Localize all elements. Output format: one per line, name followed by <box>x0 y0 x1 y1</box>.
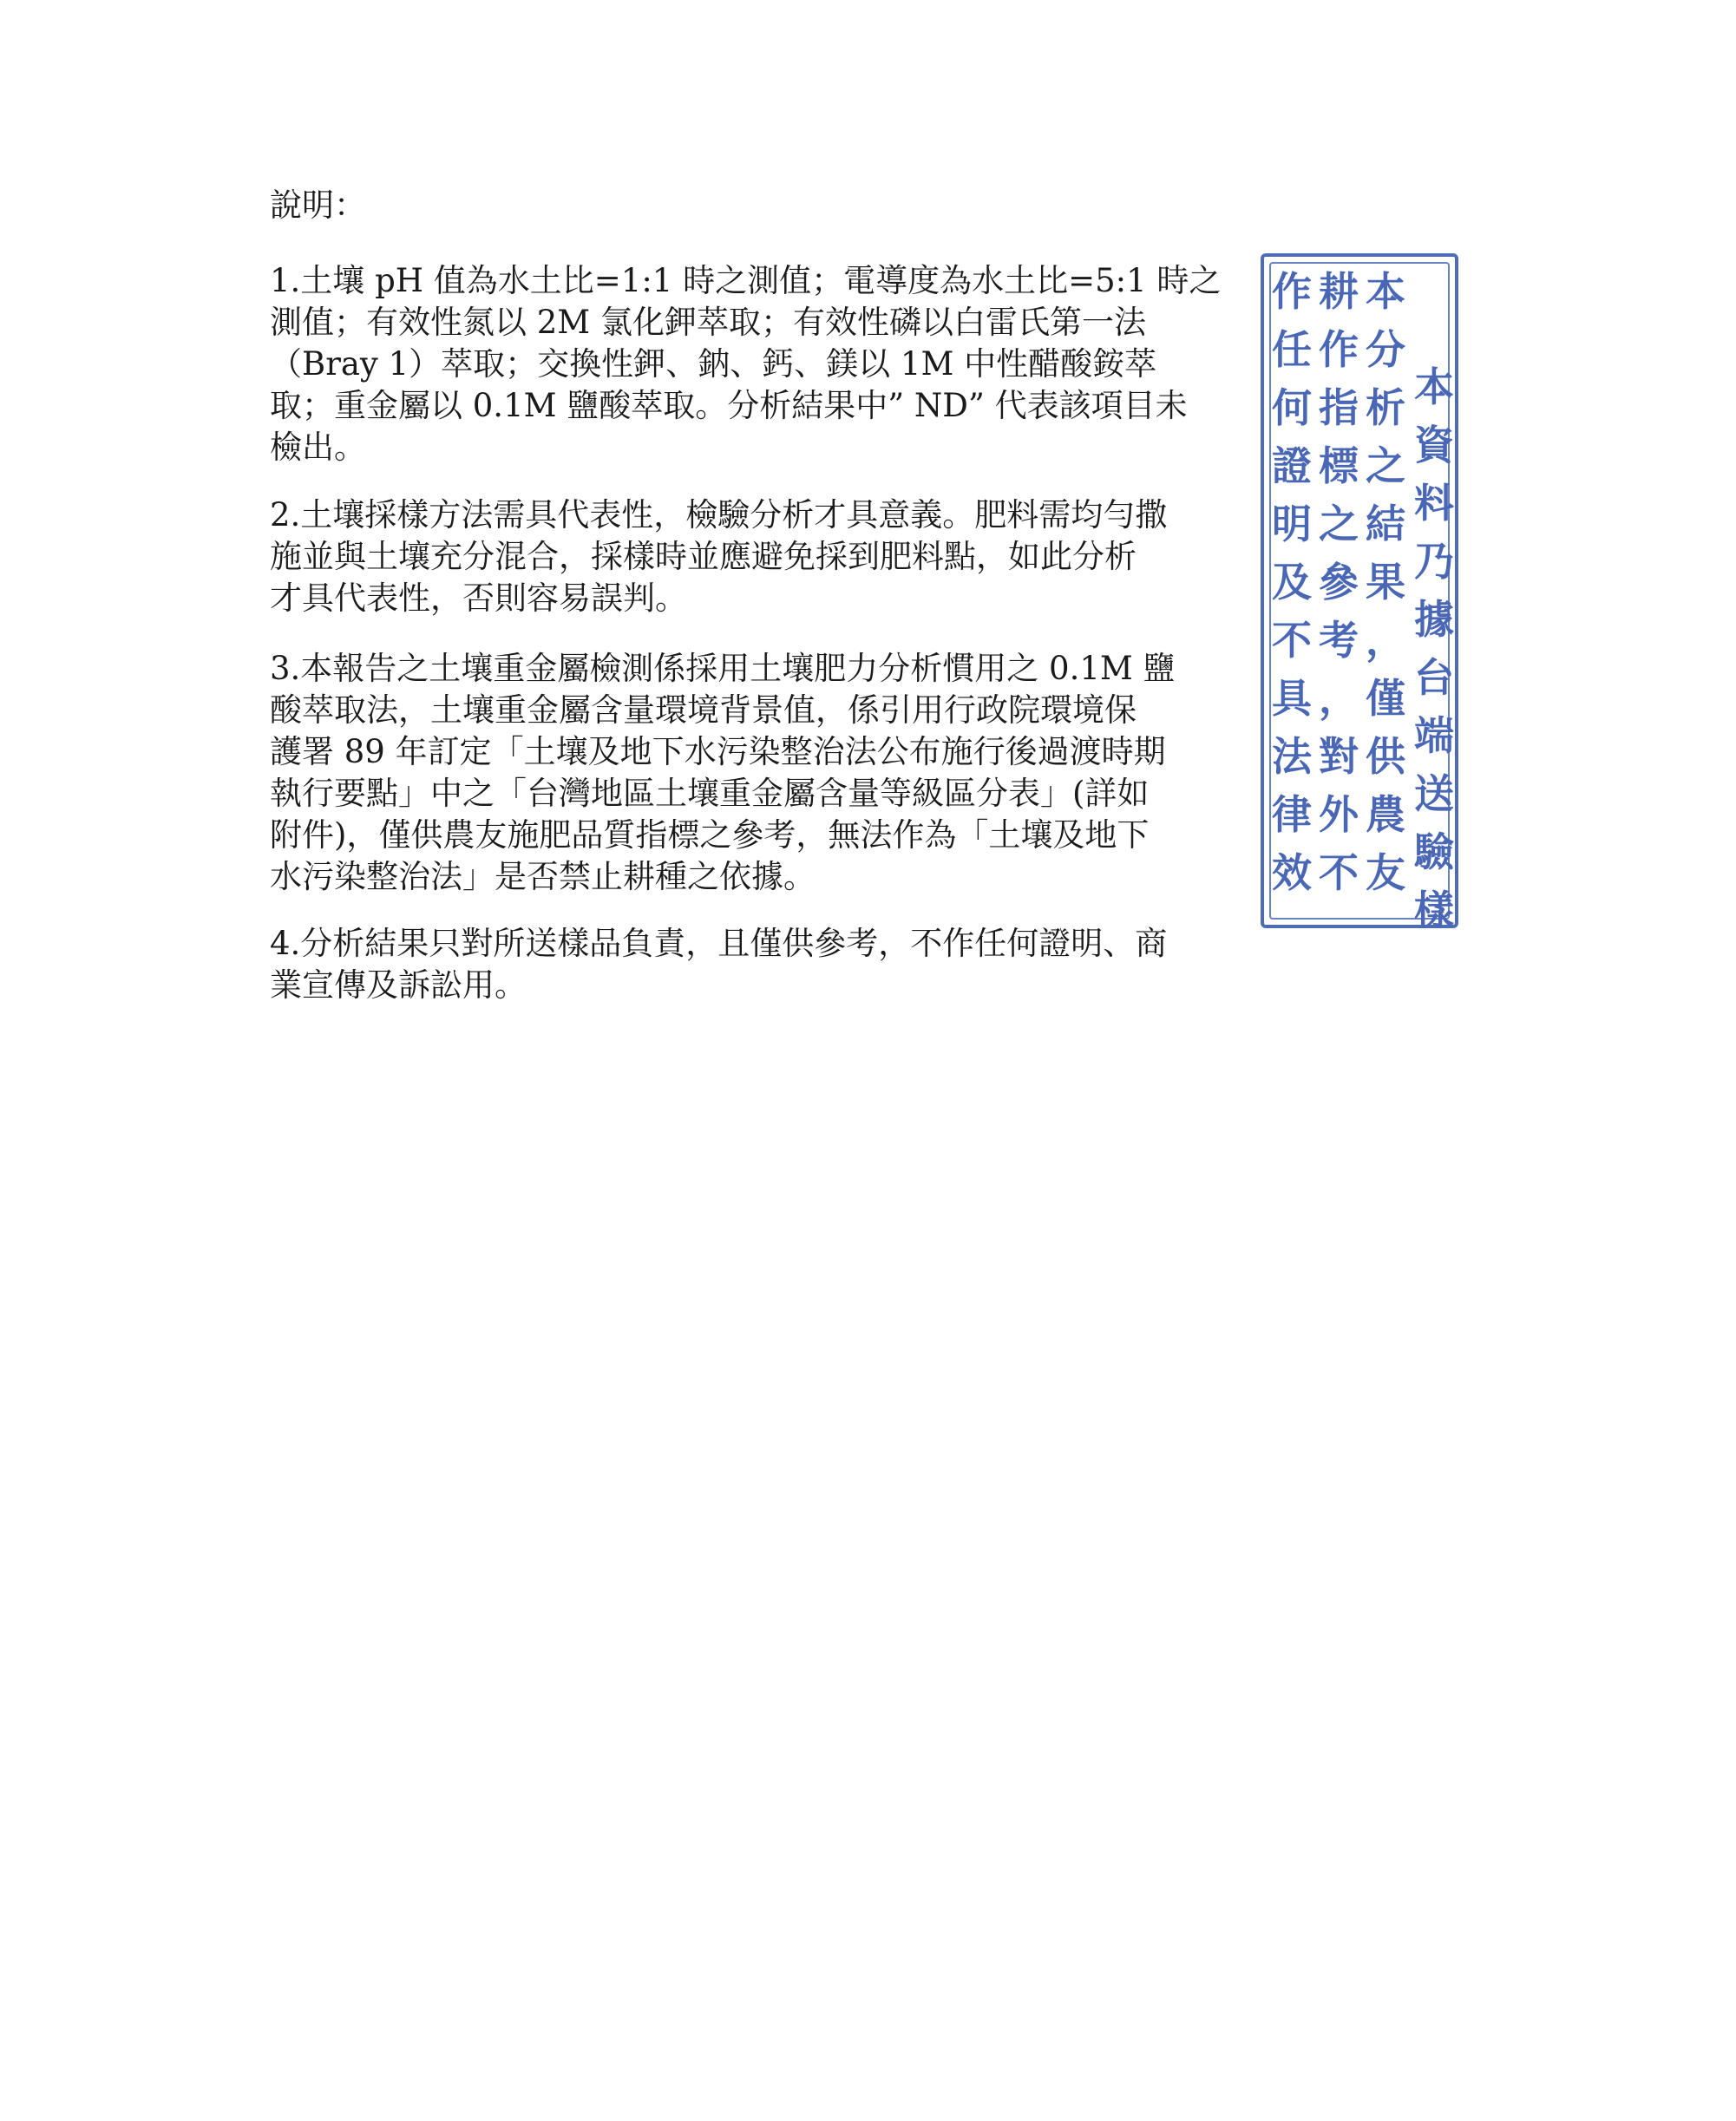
stamp-char: 驗 <box>1414 828 1454 875</box>
stamp-char: 外 <box>1319 791 1359 838</box>
stamp-char: 明 <box>1272 501 1312 547</box>
stamp-char: 資 <box>1414 422 1454 468</box>
note-line: 4.分析結果只對所送樣品負責，且僅供參考，不作任何證明、商 <box>270 925 1168 962</box>
stamp-char: 乃 <box>1414 538 1454 585</box>
stamp-char: 之 <box>1366 442 1405 489</box>
stamp-char: 律 <box>1272 791 1312 838</box>
stamp-char: 考 <box>1319 617 1359 664</box>
stamp-char: 料 <box>1414 480 1454 527</box>
note-line: 1.土壤 pH 值為水土比=1:1 時之測值；電導度為水土比=5:1 時之 <box>270 262 1222 299</box>
stamp-text-graphic <box>1264 257 1462 932</box>
note-paragraph-3 <box>270 648 1255 898</box>
stamp-char: 何 <box>1272 384 1312 431</box>
stamp-char: ， <box>1319 675 1359 722</box>
note-line: 檢出。 <box>270 429 366 466</box>
stamp-char: 友 <box>1366 849 1405 896</box>
notes-heading: 說明： <box>270 187 366 224</box>
stamp-char: 農 <box>1366 791 1405 838</box>
note-line: 酸萃取法，土壤重金屬含量環境背景值，係引用行政院環境保 <box>270 691 1137 729</box>
stamp-char: 作 <box>1319 326 1359 373</box>
stamp-char: 端 <box>1414 712 1454 759</box>
stamp-char: 耕 <box>1319 268 1359 315</box>
note-line: 施並與土壤充分混合，採樣時並應避免採到肥料點，如此分析 <box>270 538 1137 575</box>
note-line: 才具代表性，否則容易誤判。 <box>270 579 687 617</box>
stamp-char: 法 <box>1272 733 1312 780</box>
stamp-char: 析 <box>1366 384 1405 431</box>
note-paragraph-2 <box>270 494 1255 619</box>
stamp-char: 之 <box>1319 501 1359 547</box>
note-line: 3.本報告之土壤重金屬檢測係採用土壤肥力分析慣用之 0.1M 鹽 <box>270 650 1176 687</box>
note-line: 護署 89 年訂定「土壤及地下水污染整治法公布施行後過渡時期 <box>270 733 1166 770</box>
stamp-char: 標 <box>1319 442 1359 489</box>
stamp-char: 不 <box>1319 849 1359 896</box>
stamp-char: 僅 <box>1366 675 1405 722</box>
stamp-char: 效 <box>1272 849 1312 896</box>
stamp-char: 不 <box>1272 617 1312 664</box>
stamp-char: 及 <box>1272 559 1312 606</box>
stamp-char: 分 <box>1366 326 1405 373</box>
stamp-char: 作 <box>1272 268 1312 315</box>
stamp-char: 參 <box>1319 559 1359 606</box>
stamp-char: 果 <box>1366 559 1405 606</box>
stamp-char: 據 <box>1414 596 1454 643</box>
note-line: 執行要點」中之「台灣地區土壤重金屬含量等級區分表」(詳如 <box>270 775 1150 812</box>
stamp-char: 台 <box>1414 654 1454 701</box>
stamp-char: 本 <box>1366 268 1405 315</box>
stamp-char: 對 <box>1319 733 1359 780</box>
stamp-char: 具 <box>1272 675 1312 722</box>
note-paragraph-4 <box>270 923 1255 1006</box>
stamp-char: 供 <box>1366 733 1405 780</box>
stamp-char: 證 <box>1272 442 1312 489</box>
note-line: （Bray 1）萃取；交換性鉀、鈉、鈣、鎂以 1M 中性醋酸銨萃 <box>270 345 1157 383</box>
stamp-char: 送 <box>1414 770 1454 817</box>
note-line: 取；重金屬以 0.1M 鹽酸萃取。分析結果中” ND” 代表該項目未 <box>270 387 1188 424</box>
stamp-char: 樣 <box>1414 887 1454 932</box>
stamp-char: 指 <box>1319 384 1359 431</box>
stamp-char: 任 <box>1272 326 1312 373</box>
note-line: 測值；有效性氮以 2M 氯化鉀萃取；有效性磷以白雷氏第一法 <box>270 304 1146 341</box>
note-line: 水污染整治法」是否禁止耕種之依據。 <box>270 858 816 895</box>
note-paragraph-1 <box>270 260 1255 468</box>
note-line: 業宣傳及訴訟用。 <box>270 966 527 1004</box>
note-line: 附件)，僅供農友施肥品質指標之參考，無法作為「土壤及地下 <box>270 816 1150 854</box>
stamp-char: ， <box>1366 617 1405 664</box>
disclaimer-stamp <box>1261 253 1458 932</box>
stamp-char: 本 <box>1414 363 1454 410</box>
stamp-char: 結 <box>1366 501 1405 547</box>
note-line: 2.土壤採樣方法需具代表性，檢驗分析才具意義。肥料需均勻撒 <box>270 496 1168 534</box>
